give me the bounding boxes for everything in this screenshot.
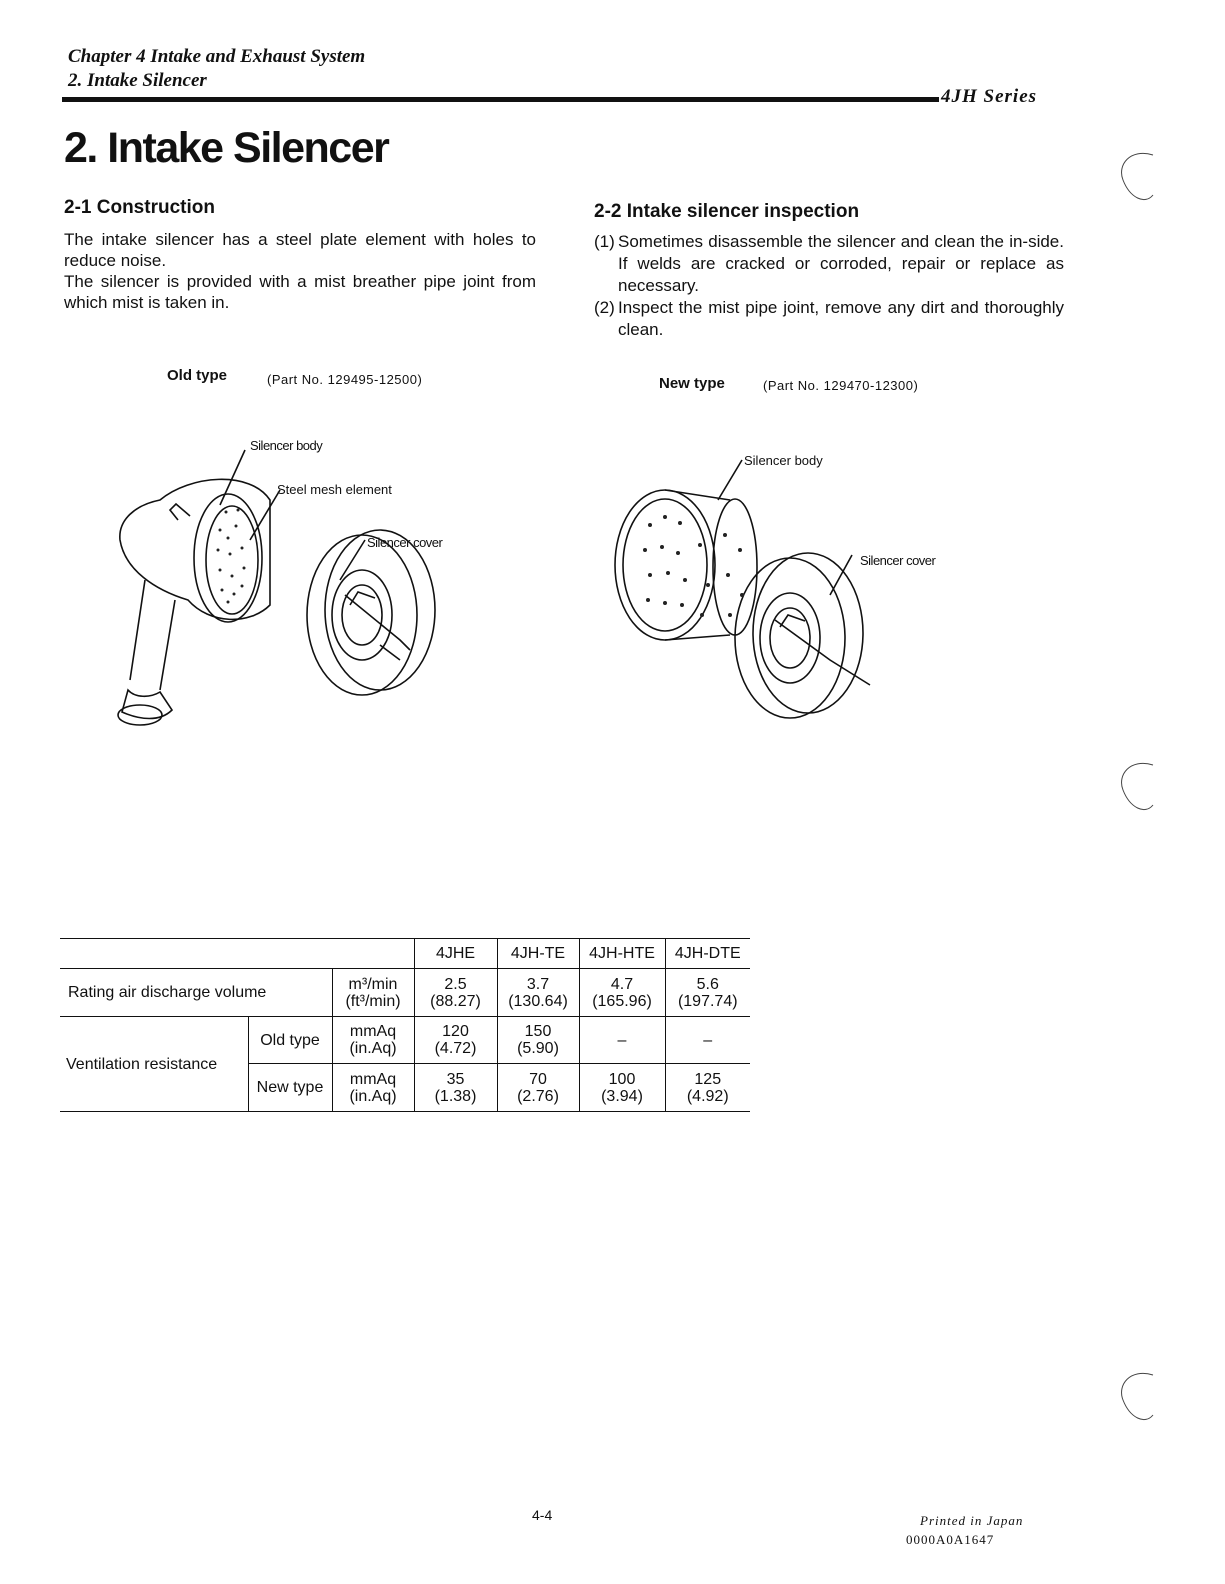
ventilation-label: Ventilation resistance	[60, 1017, 248, 1112]
page-number: 4-4	[532, 1507, 553, 1523]
new-type-label: New type	[248, 1064, 332, 1112]
new-type-part-no: (Part No. 129470-12300)	[763, 378, 919, 393]
construction-para-2: The silencer is provided with a mist breather pipe joint from which mist is taken in.	[64, 272, 536, 312]
rating-label: Rating air discharge volume	[60, 969, 332, 1017]
table-header-row	[60, 939, 750, 969]
table-corner	[60, 939, 414, 969]
old-label-cover: Silencer cover	[367, 535, 443, 550]
page-title: 2. Intake Silencer	[64, 124, 389, 172]
printed-label: Printed in Japan	[920, 1513, 1024, 1528]
table-row	[60, 969, 750, 1017]
table-cell: 120 (4.72)	[414, 1017, 497, 1064]
construction-heading: 2-1 Construction	[64, 197, 215, 218]
table-cell: 125 (4.92)	[665, 1064, 750, 1112]
series-label: 4JH Series	[941, 86, 1038, 107]
table-cell: 2.5 (88.27)	[414, 969, 497, 1017]
table-col-header: 4JH-HTE	[579, 939, 665, 969]
new-label-cover: Silencer cover	[860, 553, 936, 568]
table-cell: 5.6 (197.74)	[665, 969, 750, 1017]
table-cell: –	[579, 1017, 665, 1064]
list-item: (2) Inspect the mist pipe joint, remove any dirt and thoroughly clean.	[594, 298, 1064, 339]
table-col-header: 4JHE	[414, 939, 497, 969]
table-cell: 3.7 (130.64)	[497, 969, 579, 1017]
ventilation-unit: mmAq (in.Aq)	[332, 1064, 414, 1112]
chapter-header: Chapter 4 Intake and Exhaust System	[68, 46, 366, 67]
ventilation-unit: mmAq (in.Aq)	[332, 1017, 414, 1064]
old-label-body: Silencer body	[250, 438, 323, 453]
table-col-header: 4JH-DTE	[665, 939, 750, 969]
binder-holes	[1105, 140, 1165, 1430]
table-cell: 150 (5.90)	[497, 1017, 579, 1064]
table-cell: –	[665, 1017, 750, 1064]
spec-table	[60, 938, 750, 1112]
table-row	[60, 1017, 750, 1064]
inspection-list	[594, 231, 1064, 341]
table-cell: 100 (3.94)	[579, 1064, 665, 1112]
table-cell: 35 (1.38)	[414, 1064, 497, 1112]
old-type-caption: Old type	[167, 367, 228, 384]
table-cell: 4.7 (165.96)	[579, 969, 665, 1017]
old-type-part-no: (Part No. 129495-12500)	[267, 372, 423, 387]
new-type-caption: New type	[659, 375, 725, 392]
rating-unit: m³/min (ft³/min)	[332, 969, 414, 1017]
old-silencer-illustration	[100, 430, 480, 740]
inspection-heading: 2-2 Intake silencer inspection	[594, 201, 860, 222]
old-label-mesh: Steel mesh element	[277, 482, 392, 497]
header-rule	[62, 97, 939, 102]
table-cell: 70 (2.76)	[497, 1064, 579, 1112]
section-header: 2. Intake Silencer	[68, 70, 207, 91]
new-label-body: Silencer body	[744, 453, 823, 468]
list-item: (1) Sometimes disassemble the silencer and clean the in-side. If welds are cracked or corroded, repair or replace as necessary.	[594, 232, 1064, 295]
old-type-label: Old type	[248, 1017, 332, 1064]
construction-para-1: The intake silencer has a steel plate element with holes to reduce noise.	[64, 230, 536, 270]
print-code: 0000A0A1647	[906, 1532, 995, 1547]
table-col-header: 4JH-TE	[497, 939, 579, 969]
new-silencer-illustration	[590, 455, 890, 725]
